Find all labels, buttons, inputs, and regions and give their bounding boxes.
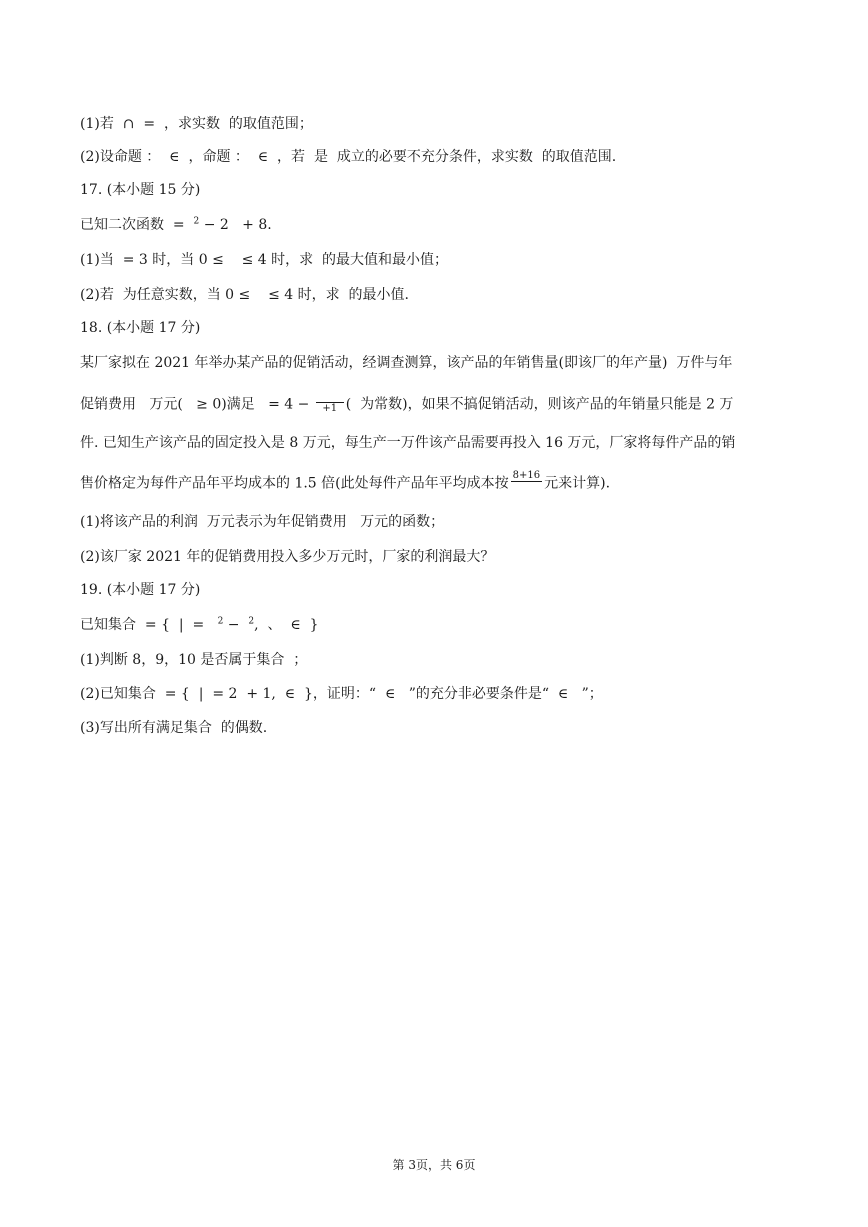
- q18-line3: 件. 已知生产该产品的固定投入是 8 万元，每生产一万件该产品需要再投入 16 万元，厂家将每件产品的销: [80, 435, 736, 451]
- q19-stem-exponent-1: 2: [217, 616, 224, 627]
- q19-part3: (3)写出所有满足集合 的偶数.: [80, 720, 268, 736]
- q18-line4-prefix: 售价格定为每件产品年平均成本的 1.5 倍(此处每件产品年平均成本按: [80, 475, 509, 492]
- q18-line2-prefix: 促销费用 万元( ≥ 0)满足 = 4 −: [80, 396, 314, 413]
- q18-line4-suffix: 元来计算).: [544, 475, 611, 492]
- q19-stem-exponent-2: 2: [248, 616, 255, 627]
- q17-stem: [80, 215, 808, 235]
- q18-line2-suffix: ( 为常数)，如果不搞促销活动，则该产品的年销量只能是 2 万: [345, 396, 734, 413]
- q17-part1: (1)当 = 3 时，当 0 ≤ ≤ 4 时，求 的最大值和最小值；: [80, 252, 449, 268]
- page-number-footer: 第 3页，共 6页: [392, 1158, 476, 1172]
- q17-part2: (2)若 为任意实数，当 0 ≤ ≤ 4 时，求 的最小值.: [80, 287, 409, 303]
- q19-part2: (2)已知集合 = { | = 2 + 1, ∈ }，证明：“ ∈ ”的充分非必要条件是“ ∈ ”；: [80, 686, 603, 702]
- q19-stem-suffix: , 、 ∈ }: [254, 617, 319, 633]
- q18-fraction-numerator: [316, 391, 344, 403]
- q17-stem-exponent: 2: [193, 216, 200, 227]
- q16-part2: (2)设命题 ： ∈ ，命题 ： ∈ ，若 是 成立的必要不充分条件，求实数 的取值范围.: [80, 149, 617, 165]
- q18-cost-fraction-numerator: 8+16: [512, 470, 541, 481]
- q18-fraction-denominator: +1: [322, 403, 338, 414]
- q18-part1: (1)将该产品的利润 万元表示为年促销费用 万元的函数；: [80, 514, 445, 530]
- q17-stem-suffix: − 2 + 8.: [199, 217, 272, 233]
- q18-heading: 18. (本小题 17 分): [80, 320, 201, 336]
- q19-stem-prefix: 已知集合 = { | =: [80, 617, 218, 633]
- q17-stem-prefix: 已知二次函数 =: [80, 217, 194, 233]
- q19-stem-mid: −: [223, 617, 249, 633]
- q18-part2: (2)该厂家 2021 年的促销费用投入多少万元时，厂家的利润最大？: [80, 549, 495, 565]
- q16-part1: (1)若 ∩ = ，求实数 的取值范围；: [80, 116, 313, 132]
- q19-heading: 19. (本小题 17 分): [80, 582, 201, 598]
- q19-part1: (1)判断 8，9，10 是否属于集合 ；: [80, 652, 308, 668]
- q18-cost-fraction-denominator: [511, 482, 542, 493]
- q18-line1: 某厂家拟在 2021 年举办某产品的促销活动，经调查测算，该产品的年销售量(即该厂的年产量) 万件与年: [80, 355, 733, 371]
- q19-stem: [80, 615, 808, 635]
- q18-fraction: [316, 391, 344, 414]
- q18-line2: [80, 393, 808, 416]
- q18-line4: [80, 472, 808, 495]
- q18-cost-fraction: [511, 470, 542, 493]
- q17-heading: 17. (本小题 15 分): [80, 182, 201, 198]
